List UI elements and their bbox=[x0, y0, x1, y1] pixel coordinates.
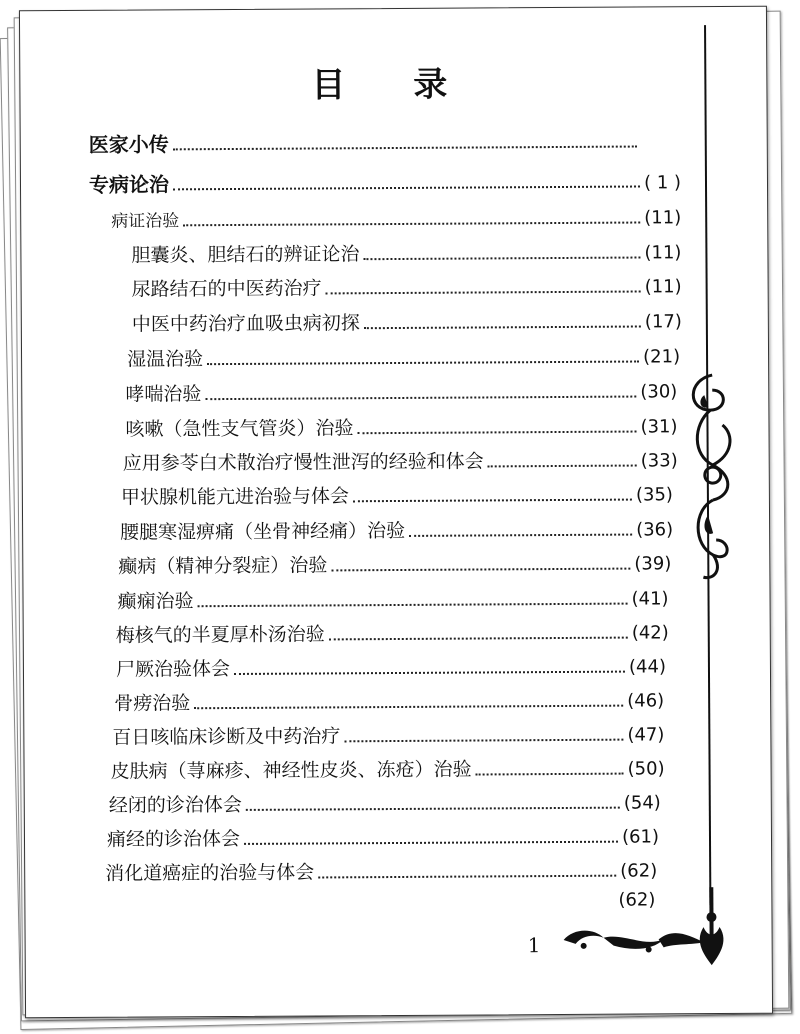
toc-entry bbox=[116, 617, 669, 647]
toc-entry-title: 痛经的诊治体会 bbox=[106, 827, 241, 851]
dot-leader bbox=[244, 840, 618, 844]
toc-entry-page: (31) bbox=[640, 416, 678, 438]
toc-entry-page: (54) bbox=[623, 792, 661, 814]
toc-entry bbox=[107, 821, 659, 851]
dot-leader bbox=[318, 874, 616, 878]
dot-leader bbox=[234, 670, 625, 674]
toc-entry bbox=[123, 445, 678, 475]
toc-entry bbox=[125, 411, 677, 441]
toc-entry-page: (44) bbox=[628, 656, 667, 678]
dot-leader bbox=[409, 533, 632, 536]
toc-entry-page: (62) bbox=[618, 889, 656, 911]
toc-entry-title: 中医中药治疗血吸虫病初探 bbox=[131, 312, 360, 336]
toc-entry-page: (47) bbox=[627, 724, 665, 746]
page-title: 目 录 bbox=[311, 64, 476, 106]
toc-entry bbox=[127, 341, 680, 371]
toc-entry-page: (35) bbox=[635, 484, 673, 506]
dot-leader bbox=[364, 325, 641, 329]
toc-entry-page: (62) bbox=[620, 860, 658, 882]
toc-entry-title: 尿路结石的中医药治疗 bbox=[131, 277, 322, 301]
toc-entry-title: 湿温治验 bbox=[126, 348, 204, 371]
toc-entry-title: 经闭的诊治体会 bbox=[108, 793, 242, 817]
dot-leader bbox=[326, 290, 641, 294]
toc-entry bbox=[109, 787, 661, 817]
toc-entry bbox=[89, 165, 681, 198]
toc-entry-page: ( 1 ) bbox=[643, 172, 682, 194]
toc-entry-page: (11) bbox=[644, 242, 682, 264]
toc-entry-page: (46) bbox=[627, 690, 665, 712]
toc-entry-page: (11) bbox=[644, 276, 682, 298]
toc-entry bbox=[89, 125, 641, 157]
dot-leader bbox=[363, 256, 640, 260]
dot-leader bbox=[331, 567, 630, 571]
toc-entry bbox=[121, 479, 673, 509]
toc-entry-title: 咳嗽（急性支气管炎）治验 bbox=[125, 417, 354, 441]
toc-entry-page: (30) bbox=[640, 381, 678, 403]
toc-entry bbox=[132, 271, 682, 301]
toc-entry bbox=[131, 237, 681, 267]
dot-leader bbox=[344, 738, 623, 742]
toc-entry-title: 癫病（精神分裂症）治验 bbox=[118, 554, 328, 578]
toc-entry-page: (39) bbox=[634, 553, 672, 575]
toc-entry-title: 胆囊炎、胆结石的辨证论治 bbox=[131, 243, 360, 267]
toc-entry-page: (61) bbox=[621, 826, 660, 848]
toc-entry-title: 哮喘治验 bbox=[125, 383, 202, 406]
dot-leader bbox=[329, 636, 628, 640]
toc-entry-page: (11) bbox=[644, 207, 682, 229]
dot-leader bbox=[205, 395, 636, 400]
dot-leader bbox=[488, 464, 637, 467]
toc-entry-page: (17) bbox=[644, 311, 682, 333]
toc-entry-title: 癫痫治验 bbox=[117, 590, 194, 613]
toc-entry-title: 专病论治 bbox=[88, 172, 170, 197]
scroll-ornament-icon bbox=[682, 365, 743, 585]
page-number: 1 bbox=[527, 933, 541, 958]
toc-entry bbox=[117, 583, 668, 613]
dot-leader bbox=[358, 430, 637, 434]
toc-entry-title: 梅核气的半夏厚朴汤治验 bbox=[115, 623, 325, 647]
toc-entry bbox=[120, 514, 673, 544]
toc-entry-title: 病证治验 bbox=[111, 211, 180, 232]
dot-leader bbox=[246, 806, 620, 810]
toc-entry-title: 应用参苓白术散治疗慢性泄泻的经验和体会 bbox=[122, 450, 484, 475]
toc-entry bbox=[105, 889, 655, 913]
toc-entry-title: 皮肤病（荨麻疹、神经性皮炎、冻疮）治验 bbox=[110, 758, 472, 783]
dot-leader bbox=[207, 360, 639, 365]
toc-entry-title: 骨痨治验 bbox=[114, 692, 191, 715]
dot-leader bbox=[194, 704, 623, 709]
toc-entry-title: 百日咳临床诊断及中药治疗 bbox=[112, 725, 341, 749]
dot-leader bbox=[173, 185, 640, 190]
toc-entry-page: (42) bbox=[631, 622, 669, 644]
toc-entry-title: 尸厥治验体会 bbox=[115, 658, 231, 681]
toc-entry-page: (41) bbox=[631, 588, 669, 610]
dot-leader bbox=[476, 772, 624, 775]
toc-entry-page: (36) bbox=[636, 519, 674, 541]
toc-entry-title: 腰腿寒湿痹痛（坐骨神经痛）治验 bbox=[120, 519, 406, 544]
dot-leader bbox=[353, 498, 632, 502]
toc-entry bbox=[111, 203, 681, 231]
toc-entry-page: (50) bbox=[627, 758, 665, 780]
dot-leader bbox=[198, 602, 628, 607]
toc-entry-page: (21) bbox=[643, 346, 681, 368]
toc-list bbox=[21, 125, 767, 911]
toc-entry-title: 消化道癌症的治验与体会 bbox=[105, 861, 315, 885]
dot-leader bbox=[173, 145, 637, 150]
toc-entry-title: 医家小传 bbox=[88, 132, 169, 157]
toc-entry bbox=[105, 855, 657, 885]
toc-entry bbox=[114, 685, 664, 715]
toc-page bbox=[19, 6, 773, 1019]
dot-leader bbox=[183, 221, 640, 226]
toc-entry bbox=[110, 753, 664, 783]
toc-entry bbox=[116, 651, 666, 681]
toc-entry bbox=[118, 548, 671, 578]
toc-entry bbox=[125, 376, 677, 406]
toc-entry-title: 甲状腺机能亢进治验与体会 bbox=[120, 485, 349, 509]
toc-entry bbox=[132, 306, 682, 336]
toc-entry-page: (33) bbox=[640, 450, 678, 472]
toc-entry bbox=[112, 719, 664, 749]
